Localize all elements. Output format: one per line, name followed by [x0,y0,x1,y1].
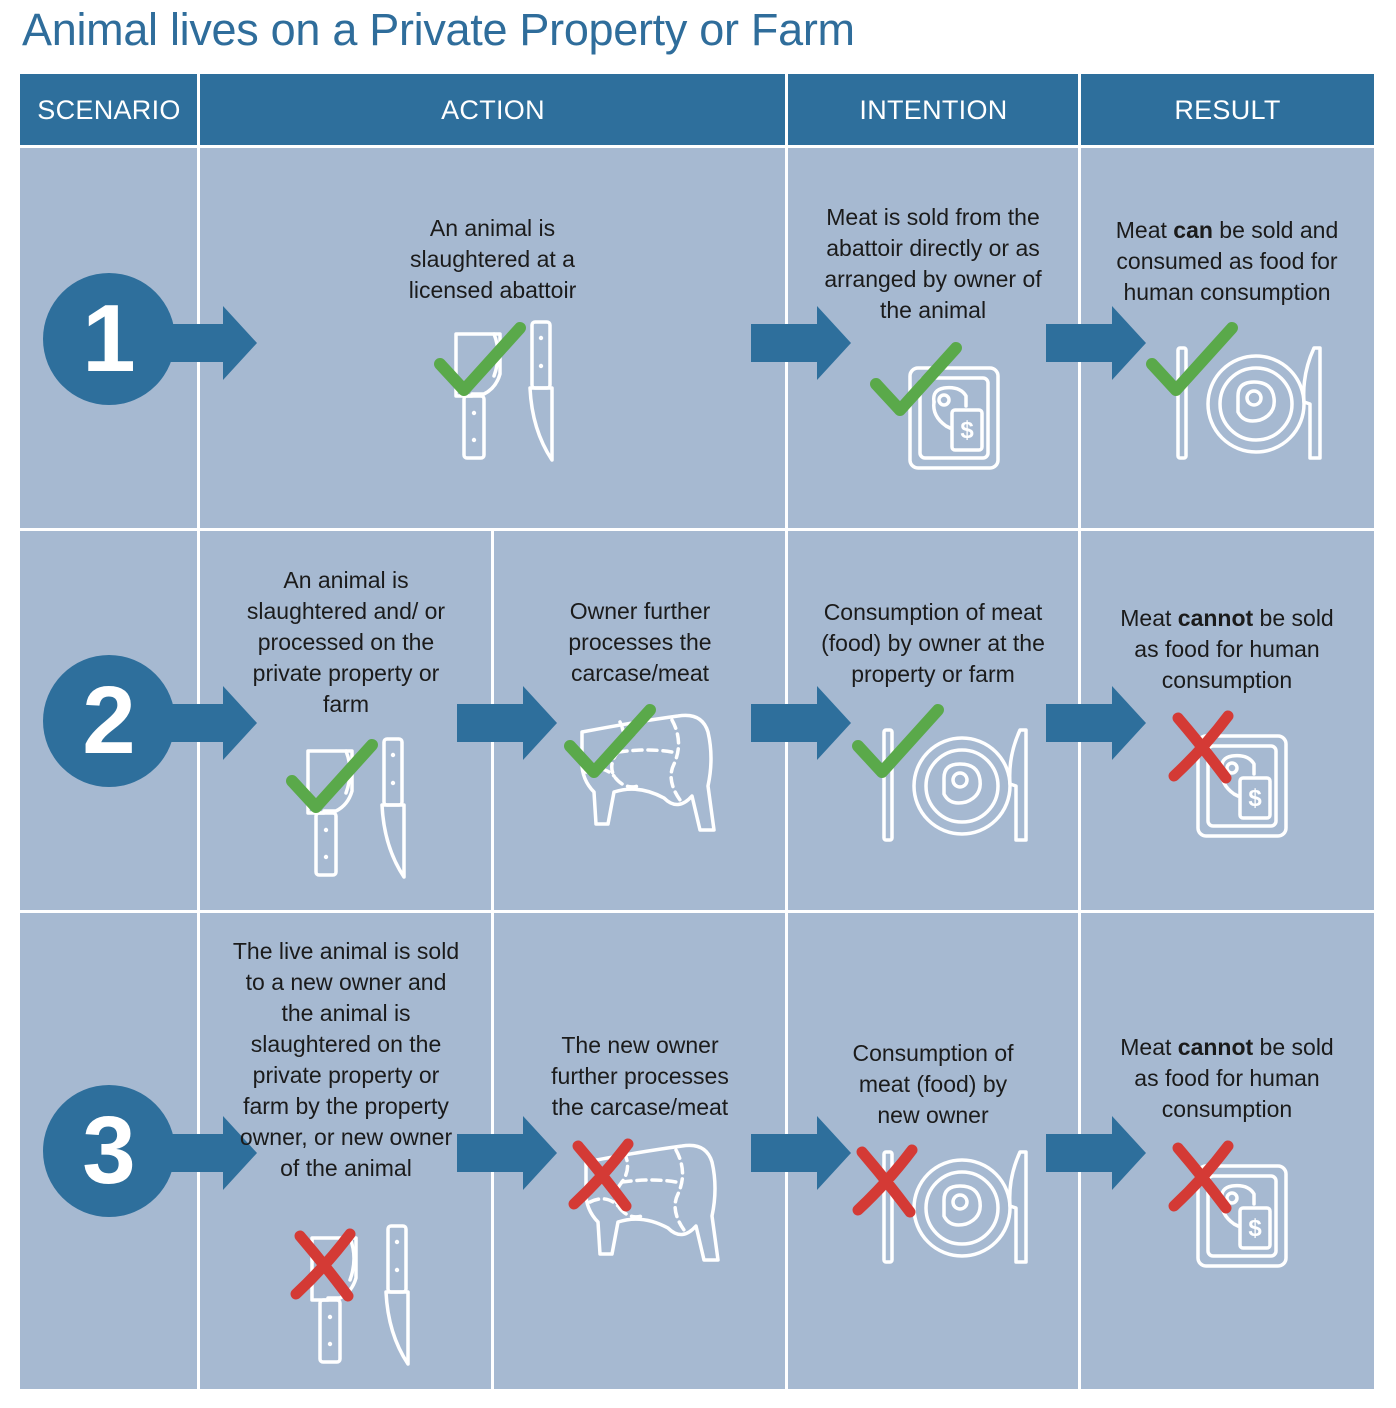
scenario-2-action-text: An animal is slaughtered and/ or processed on the private property or farm [246,567,446,717]
arrow-right-icon [1046,686,1146,760]
arrow-right-icon [1046,1116,1146,1190]
header-result: RESULT [1174,94,1281,125]
arrow-right-icon [157,306,257,380]
meat-price-tag-icon [1166,1142,1290,1272]
cleaver-knife-icon [284,733,414,879]
arrow-right-icon [751,686,851,760]
header-scenario: SCENARIO [37,94,181,125]
arrow-right-icon [457,1116,557,1190]
divider [20,528,1374,531]
scenario-3-action2-text: The new owner further processes the carcase/meat [551,1032,729,1120]
scenario-number-2: 2 [43,655,175,787]
meat-price-tag-icon [1166,712,1290,842]
divider [20,910,1374,913]
header-action: ACTION [441,94,545,125]
divider [20,145,1374,148]
scenario-3-intention-text: Consumption of meat (food) by new owner [852,1040,1014,1128]
arrow-right-icon [1046,306,1146,380]
plate-fork-knife-icon [1144,320,1314,460]
scenario-1-intention-text: Meat is sold from the abattoir directly or as arranged by owner of the animal [824,204,1042,323]
divider [491,530,494,1389]
meat-price-tag-icon [868,340,1002,474]
cleaver-knife-icon [432,316,562,462]
header-intention: INTENTION [859,94,1008,125]
arrow-right-icon [457,686,557,760]
scenario-2-action2-text: Owner further processes the carcase/meat [568,598,712,686]
scenario-3-result-text: Meat cannot be sold as food for human consumption [1120,1034,1334,1122]
scenario-number-1: 1 [43,273,175,405]
scenario-number-3: 3 [43,1085,175,1217]
plate-fork-knife-icon [850,1138,1020,1278]
arrow-right-icon [751,1116,851,1190]
scenario-2-result-text: Meat cannot be sold as food for human consumption [1120,605,1334,693]
carcase-cuts-icon [566,1130,726,1270]
cleaver-knife-icon [288,1220,418,1366]
plate-fork-knife-icon [850,702,1020,842]
scenario-1-result-text: Meat can be sold and consumed as food for human consumption [1115,217,1339,305]
scenario-3-action-text: The live animal is sold to a new owner and the animal is slaughtered on the private property or farm by the property owner, or new owner of the animal [232,938,460,1181]
scenario-2-intention-text: Consumption of meat (food) by owner at the property or farm [821,599,1045,687]
carcase-cuts-icon [562,700,722,840]
scenario-1-action-text: An animal is slaughtered at a licensed abattoir [408,215,577,303]
page-title: Animal lives on a Private Property or Farm [22,4,855,55]
